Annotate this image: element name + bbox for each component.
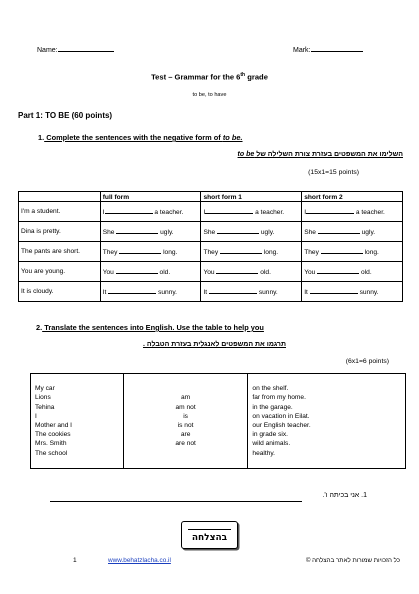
mark-field[interactable] <box>293 47 363 54</box>
question2-points: (6x1=6 points) <box>345 358 389 365</box>
sentence-cell: I'm a student. <box>19 202 101 222</box>
translation-item-1: 1. אני בכיתה ו'. <box>322 492 367 499</box>
name-line[interactable] <box>58 51 114 52</box>
logo-text: בהצלחה <box>191 533 228 543</box>
answer-blank[interactable] <box>317 268 359 274</box>
answer-blank[interactable] <box>220 248 262 254</box>
full-form-cell[interactable]: You old. <box>100 262 201 282</box>
part1-heading: Part 1: TO BE (60 points) <box>18 111 113 120</box>
verb-item: are not <box>175 440 196 448</box>
negative-form-table <box>18 191 403 302</box>
verb-item: are <box>180 431 191 439</box>
question1-instruction: 1. Complete the sentences with the negative form of to be. <box>38 133 243 142</box>
short-form1-cell[interactable]: You old. <box>201 262 302 282</box>
answer-blank[interactable] <box>306 208 354 214</box>
site-link[interactable]: www.behatzlacha.co.il <box>108 557 171 564</box>
subject-item: I <box>35 412 37 420</box>
table-header-cell <box>19 192 101 202</box>
logo-rule <box>188 529 231 530</box>
answer-line[interactable] <box>50 496 302 502</box>
full-form-cell[interactable]: It sunny. <box>100 282 201 302</box>
mark-line[interactable] <box>311 51 363 52</box>
answer-blank[interactable] <box>116 228 158 234</box>
subject-item: Mother and I <box>35 422 73 429</box>
complement-item: far from my home. <box>252 394 306 402</box>
answer-blank[interactable] <box>119 248 161 254</box>
page-title: Test – Grammar for the 6th grade <box>151 72 268 82</box>
sentence-cell: Dina is pretty. <box>19 222 101 242</box>
table-header-row <box>19 192 403 202</box>
logo-badge <box>181 521 238 549</box>
complement-item: in grade six. <box>252 431 288 439</box>
short-form1-cell[interactable]: It sunny. <box>201 282 302 302</box>
complements-cell <box>248 374 406 469</box>
question2-instruction: 2. Translate the sentences into English. Use the table to help you <box>36 323 264 332</box>
answer-blank[interactable] <box>105 208 153 214</box>
verbs-cell <box>123 374 248 469</box>
complement-item: our English teacher. <box>252 422 311 429</box>
subject-item: The cookies <box>35 431 71 439</box>
answer-blank[interactable] <box>217 228 259 234</box>
short-form1-cell[interactable]: I a teacher. <box>201 202 302 222</box>
verb-item: is not <box>177 422 194 429</box>
subject-item: Mrs. Smith <box>35 440 67 448</box>
table-row <box>19 222 403 242</box>
table-header-cell: full form <box>100 192 201 202</box>
table-header-cell: short form 1 <box>201 192 302 202</box>
subject-item: The school <box>35 449 68 457</box>
answer-blank[interactable] <box>205 208 253 214</box>
table-row <box>19 282 403 302</box>
answer-blank[interactable] <box>216 268 258 274</box>
name-label: Name: <box>37 47 58 54</box>
subject-item: Lions <box>35 394 51 402</box>
question1-points: (15x1=15 points) <box>308 169 359 176</box>
sentence-cell: You are young. <box>19 262 101 282</box>
short-form2-cell[interactable]: It sunny. <box>302 282 403 302</box>
sentence-building-table <box>30 373 406 469</box>
table-row <box>19 262 403 282</box>
answer-blank[interactable] <box>108 288 156 294</box>
table-row <box>19 242 403 262</box>
sentence-cell: It is cloudy. <box>19 282 101 302</box>
answer-blank[interactable] <box>310 288 358 294</box>
verb-item: is <box>183 412 188 420</box>
complement-item: on vacation in Eilat. <box>252 412 310 420</box>
complement-item: healthy. <box>252 449 276 457</box>
table-row <box>31 374 406 469</box>
short-form1-cell[interactable]: She ugly. <box>201 222 302 242</box>
table-row <box>19 202 403 222</box>
verb-item: am not <box>175 403 196 411</box>
subject-item: Tehina <box>35 403 55 411</box>
question2-hebrew-instruction: תרגמו את המשפטים לאנגלית בעזרת הטבלה . <box>142 341 286 348</box>
mark-label: Mark: <box>293 47 311 54</box>
subjects-cell <box>31 374 124 469</box>
full-form-cell[interactable]: She ugly. <box>100 222 201 242</box>
complement-item: in the garage. <box>252 403 293 411</box>
name-field[interactable] <box>37 47 114 54</box>
full-form-cell[interactable]: They long. <box>100 242 201 262</box>
answer-blank[interactable] <box>318 228 360 234</box>
short-form1-cell[interactable]: They long. <box>201 242 302 262</box>
answer-blank[interactable] <box>321 248 363 254</box>
short-form2-cell[interactable]: I a teacher. <box>302 202 403 222</box>
verb-item: am <box>181 394 191 402</box>
full-form-cell[interactable]: I a teacher. <box>100 202 201 222</box>
short-form2-cell[interactable]: She ugly. <box>302 222 403 242</box>
complement-item: on the shelf. <box>252 385 289 393</box>
short-form2-cell[interactable]: They long. <box>302 242 403 262</box>
subject-item: My car <box>35 385 55 393</box>
table-header-cell: short form 2 <box>302 192 403 202</box>
answer-blank[interactable] <box>116 268 158 274</box>
page-subtitle: to be, to have <box>192 92 227 98</box>
page-number: 1 <box>73 557 77 564</box>
short-form2-cell[interactable]: You old. <box>302 262 403 282</box>
complement-item: wild animals. <box>252 440 291 448</box>
copyright-text: כל הזכויות שמורות לאתר בהצלחה © <box>305 557 400 564</box>
answer-blank[interactable] <box>209 288 257 294</box>
question1-hebrew-instruction: השלימו את המשפטים בעזרת צורת השלילה של to be <box>237 151 403 158</box>
sentence-cell: The pants are short. <box>19 242 101 262</box>
